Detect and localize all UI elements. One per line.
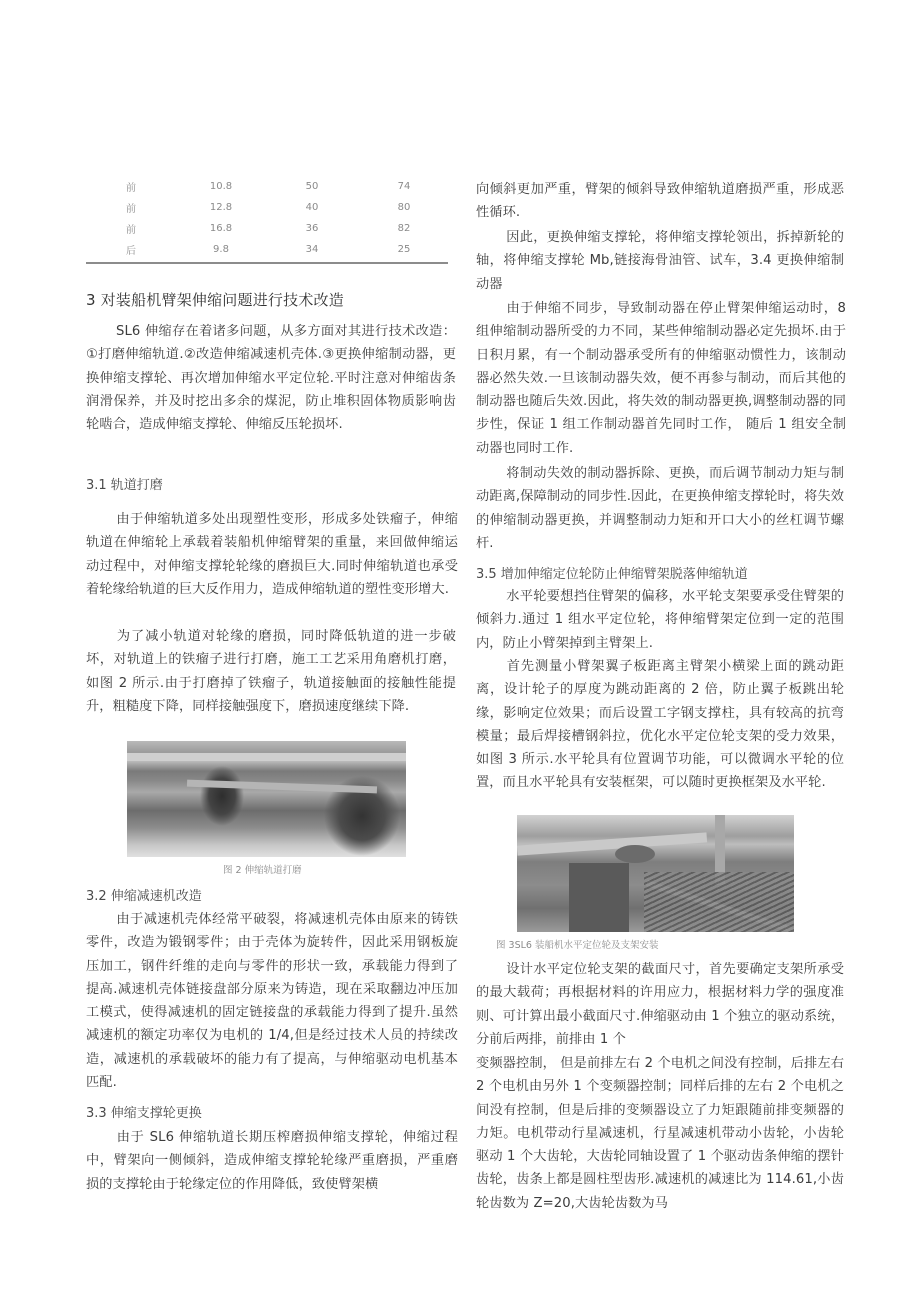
section-3-1-paragraph-1 (86, 508, 458, 601)
section-3-1-heading: 3.1 轨道打磨 (86, 478, 163, 493)
table-row (86, 197, 450, 218)
section-3-heading: 3 对装船机臂架伸缩问题进行技术改造 (86, 291, 344, 309)
table-cell: 9.8 (213, 244, 229, 255)
beam-shape (517, 832, 707, 855)
section-3-5-paragraph-1 (476, 585, 844, 655)
table-cell: 36 (305, 223, 319, 234)
table-cell: 50 (305, 181, 319, 192)
section-3-5-paragraph-2 (476, 655, 844, 795)
table-cell: 16.8 (209, 223, 233, 234)
section-3-4-paragraph-2 (476, 462, 844, 555)
section-3-4-paragraph-1 (476, 297, 846, 460)
table-cell: 前 (126, 225, 136, 236)
table-row (86, 176, 450, 197)
table-cell: 40 (305, 202, 319, 213)
section-3-3-paragraph (86, 1126, 458, 1196)
paragraph-text: 由于伸缩不同步，导致制动器在停止臂架伸缩运动时，8 组伸缩制动器所受的力不同，某些伸缩制动器必定先损坏.由于日积月累，有一个制动器承受所有的伸缩驱动惯性力，该制动器必然失效.一旦该制动器失效，便不再参与制动，而后其他的制动器也随后失效.因此，将失效的制动器更换,调整制动器的同步性，保证 1 组工作制动器首先同时工作， 随后 1 组安全制动器也同时工作. (476, 301, 846, 456)
figure-2-photo (127, 741, 406, 857)
table-cell: 后 (126, 246, 136, 257)
table-cell: 前 (126, 204, 136, 215)
table-cell: 34 (305, 244, 319, 255)
table-cell: 25 (397, 244, 411, 255)
section-3-2-heading: 3.2 伸缩减速机改造 (86, 889, 202, 904)
section-3-2-paragraph (86, 908, 458, 1094)
section-3-1-paragraph-2 (86, 625, 456, 718)
table-row (86, 239, 450, 260)
section-3-paragraph (86, 320, 456, 436)
paragraph-text: 因此，更换伸缩支撑轮，将伸缩支撑轮领出，拆掉新轮的轴，将伸缩支撑轮 Mb,链接海骨油管、试车，3.4 更换伸缩制动器 (476, 230, 844, 292)
rail-shape (187, 780, 377, 794)
paragraph-text: 由于伸缩轨道多处出现塑性变形，形成多处铁瘤子，伸缩轨道在伸缩轮上承载着装船机伸缩臂架的重量，来回做伸缩运动过程中，对伸缩支撑轮轮缘的磨损巨大.同时伸缩轨道也承受着轮缘给轨道的巨大反作用力，造成伸缩轨道的塑性变形增大. (86, 512, 458, 597)
figure-3-caption: 图 3SL6 装船机水平定位轮及支架安装 (496, 940, 659, 951)
table-cell: 12.8 (209, 202, 233, 213)
paragraph-text: 首先测量小臂架翼子板距离主臂架小横梁上面的跳动距离，设计轮子的厚度为跳动距离的 2 倍，防止翼子板跳出轮缘，影响定位效果；而后设置工字钢支撑柱，具有较高的抗弯模量；最后焊接槽钢斜拉，优化水平定位轮支架的受力效果，如图 3 所示.水平轮具有位置调节功能，可以微调水平轮的位置，而且水平轮具有安装框架，可以随时更换框架及水平轮. (476, 659, 844, 791)
rail-shape (127, 753, 406, 761)
figure-3-photo (517, 815, 794, 932)
data-table (86, 176, 450, 260)
table-cell: 82 (397, 223, 411, 234)
table-cell: 74 (397, 181, 411, 192)
table-cell: 80 (397, 202, 411, 213)
paragraph-text: 将制动失效的制动器拆除、更换，而后调节制动力矩与制动距离,保障制动的同步性.因此，在更换伸缩支撑轮时，将失效的伸缩制动器更换，并调整制动力矩和开口大小的丝杠调节螺杆. (476, 466, 844, 551)
section-3-3-paragraph-2 (476, 226, 844, 296)
section-3-3-heading: 3.3 伸缩支撑轮更换 (86, 1106, 202, 1121)
table-cell: 前 (126, 183, 136, 194)
section-3-5-heading: 3.5 增加伸缩定位轮防止伸缩臂架脱落伸缩轨道 (476, 567, 748, 582)
paragraph-text: 设计水平定位轮支架的截面尺寸，首先要确定支架所承受的最大载荷；再根据材料的许用应力，根据材料力学的强度准则、可计算出最小截面尺寸.伸缩驱动由 1 个独立的驱动系统，分前后两排，前排由 1 个 (476, 962, 844, 1047)
paragraph-text: 为了减小轨道对轮缘的磨损，同时降低轨道的进一步破坏，对轨道上的铁瘤子进行打磨，施工工艺采用角磨机打磨，如图 2 所示.由于打磨掉了铁瘤子，轨道接触面的接触性能提升，粗糙度下降，同样接触强度下，磨损速度继续下降. (86, 629, 456, 714)
figure-2-caption: 图 2 伸缩轨道打磨 (223, 865, 302, 876)
section-3-5-paragraph-3 (476, 958, 844, 1051)
grating-shape (644, 872, 794, 932)
paragraph-text: 由于 SL6 伸缩轨道长期压榨磨损伸缩支撑轮，伸缩过程中，臂架向一侧倾斜，造成伸缩支撑轮轮缘严重磨损，严重磨损的支撑轮由于轮缘定位的作用降低，致使臂架横 (86, 1130, 458, 1192)
table-row (86, 218, 450, 239)
table-bottom-rule (86, 262, 448, 264)
wheel-shape (615, 845, 655, 863)
paragraph-text: SL6 伸缩存在着诸多问题，从多方面对其进行技术改造：①打磨伸缩轨道.②改造伸缩减速机壳体.③更换伸缩制动器，更换伸缩支撑轮、再次增加伸缩水平定位轮.平时注意对伸缩齿条润滑保养，并及时挖出多余的煤泥，防止堆积固体物质影响齿轮啮合，造成伸缩支撑轮、伸缩反压轮损坏. (86, 324, 456, 433)
paragraph-text: 由于减速机壳体经常平破裂，将减速机壳体由原来的铸铁零件，改造为锻钢零件；由于壳体为旋转件，因此采用钢板旋压加工，钢件纤维的走向与零件的形状一致，承载能力得到了提高.减速机壳体链接盘部分原来为铸造，现在采取翻边冲压加工模式，使得减速机的固定链接盘的承载能力得到了提升.虽然减速机的额定功率仅为电机的 1/4,但是经过技术人员的持续改造，减速机的承载破坏的能力有了提高，与伸缩驱动电机基本匹配. (86, 912, 458, 1091)
continued-paragraph: 向倾斜更加严重，臂架的倾斜导致伸缩轨道磨损严重，形成恶性循环. (476, 182, 844, 221)
paragraph-text: 水平轮要想挡住臂架的偏移，水平轮支架要承受住臂架的倾斜力.通过 1 组水平定位轮，将伸缩臂架定位到一定的范围内，防止小臂架掉到主臂架上. (476, 589, 844, 651)
section-3-5-paragraph-4: 变频器控制， 但是前排左右 2 个电机之间没有控制，后排左右 2 个电机由另外 1 个变频器控制；同样后排的左右 2 个电机之间没有控制，但是后排的变频器设立了力矩跟随前排变频器的力矩。电机带动行星减速机，行星减速机带动小齿轮，小齿轮驱动 1 个大齿轮，大齿轮同轴设置了 1 个驱动齿条伸缩的摆针齿轮，齿条上都是圆柱型齿形.减速机的减速比为 114.61,小齿轮齿数为 Z=20,大齿轮齿数为马 (476, 1056, 844, 1211)
post-shape (569, 863, 629, 932)
table-cell: 10.8 (209, 181, 233, 192)
